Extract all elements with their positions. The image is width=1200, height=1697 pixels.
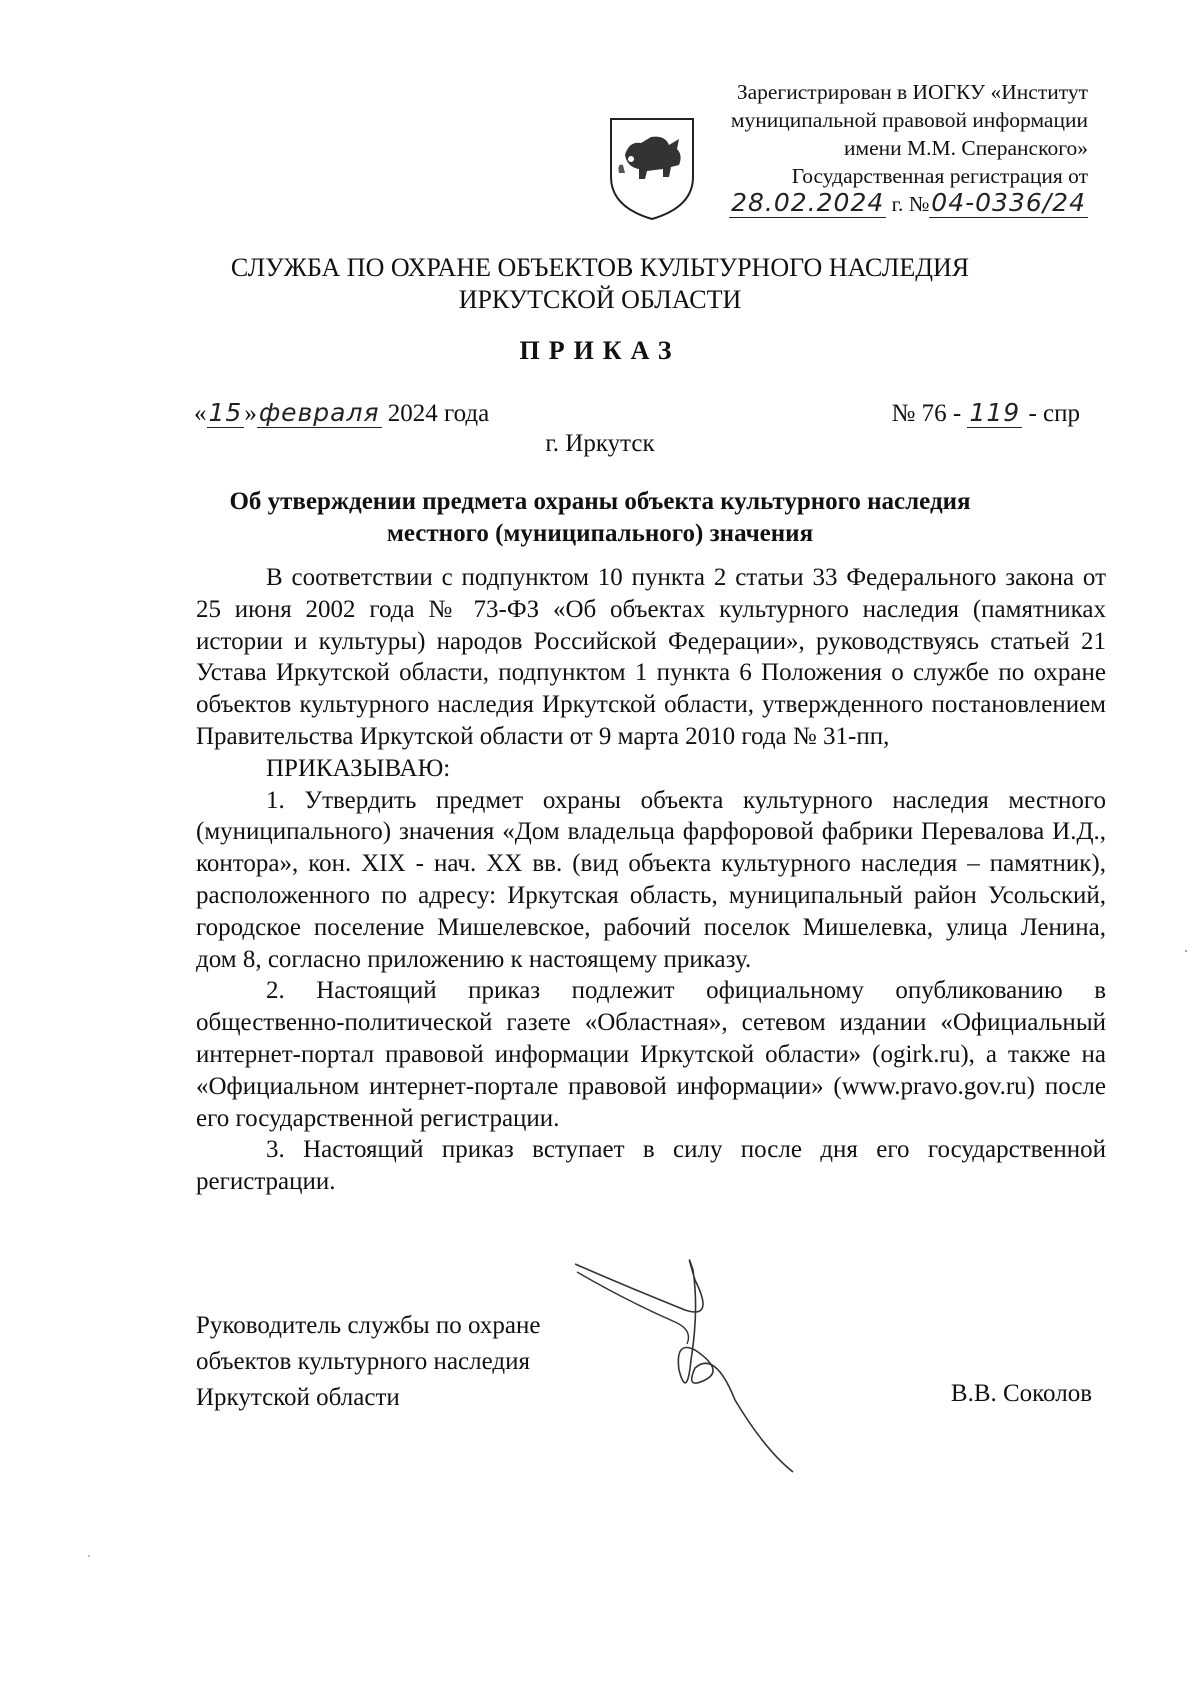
signer-title-line-2: объектов культурного наследия <box>196 1348 530 1375</box>
order-number <box>892 398 1080 428</box>
order-day: 15 <box>208 398 243 427</box>
preamble-paragraph: В соответствии с подпунктом 10 пункта 2 статьи 33 Федерального закона от 25 июня 2002 года № 73-ФЗ «Об объектах культурного наследия (памятниках истории и культуры) народов Российской Федерации», руководствуясь статьей 21 Устава Иркутской области, подпунктом 1 пункта 6 Положения о службе по охране объектов культурного наследия Иркутской области, утвержденного постановлением Правительства Иркутской области от 9 марта 2010 года № 31-пп, <box>196 564 1106 750</box>
registration-stamp <box>668 78 1088 218</box>
registration-number-prefix: г. № <box>891 192 930 216</box>
agency-line-2: ИРКУТСКОЙ ОБЛАСТИ <box>458 285 742 314</box>
city: г. Иркутск <box>545 430 655 457</box>
order-word: ПРИКАЗЫВАЮ: <box>266 754 451 782</box>
agency-name <box>0 252 1200 316</box>
order-month: февраля <box>258 398 380 427</box>
order-date <box>194 398 489 428</box>
registration-line-2: муниципальной правовой информации <box>730 108 1088 132</box>
scan-speck <box>1185 950 1187 952</box>
signer-title-line-1: Руководитель службы по охране <box>196 1312 541 1339</box>
signer-name: В.В. Соколов <box>950 1380 1092 1407</box>
document-type: ПРИКАЗ <box>519 336 681 365</box>
order-number-value: 119 <box>969 398 1021 427</box>
title-line-2: местного (муниципального) значения <box>386 520 814 547</box>
item-3-paragraph: 3. Настоящий приказ вступает в силу после дня его государственной регистрации. <box>196 1136 1106 1196</box>
item-1-paragraph: 1. Утвердить предмет охраны объекта культурного наследия местного (муниципального) значения «Дом владельца фарфоровой фабрики Перевалова И.Д., контора», кон. XIX - нач. XX вв. (вид объекта культурного наследия – памятник), расположенного по адресу: Иркутская область, муниципальный район Усольский, городское поселение Мишелевское, рабочий поселок Мишелевка, улица Ленина, дом 8, согласно приложению к настоящему приказу. <box>196 786 1106 973</box>
handwritten-signature <box>575 1250 865 1480</box>
scan-speck <box>88 1555 90 1557</box>
title-line-1: Об утверждении предмета охраны объекта культурного наследия <box>229 488 971 515</box>
date-close-quote: » <box>244 400 257 427</box>
irkutsk-coat-of-arms-icon <box>607 115 697 223</box>
registration-line-4: Государственная регистрация от <box>791 164 1088 188</box>
order-number-prefix: № 76 - <box>891 400 962 427</box>
order-body <box>196 562 1106 1198</box>
date-open-quote: « <box>194 400 207 427</box>
agency-line-1: СЛУЖБА ПО ОХРАНЕ ОБЪЕКТОВ КУЛЬТУРНОГО НАСЛЕДИЯ <box>230 253 970 282</box>
signature-block <box>196 1308 540 1416</box>
order-number-suffix: - спр <box>1028 400 1080 427</box>
order-title <box>0 486 1200 550</box>
registration-number: 04-0336/24 <box>931 188 1086 217</box>
signer-title-line-3: Иркутской области <box>196 1384 400 1411</box>
registration-line-1: Зарегистрирован в ИОГКУ «Институт <box>736 80 1088 104</box>
order-year: 2024 года <box>387 400 490 427</box>
registration-number-line <box>668 189 1088 218</box>
registration-line-3: имени М.М. Сперанского» <box>843 136 1088 160</box>
registration-date: 28.02.2024 <box>731 188 885 217</box>
item-2-paragraph: 2. Настоящий приказ подлежит официальному опубликованию в общественно-политической газете «Областная», сетевом издании «Официальный интернет-портал правовой информации Иркутской области» (ogirk.ru), а также на «Официальном интернет-портале правовой информации» (www.pravo.gov.ru) после его государственной регистрации. <box>196 977 1106 1132</box>
